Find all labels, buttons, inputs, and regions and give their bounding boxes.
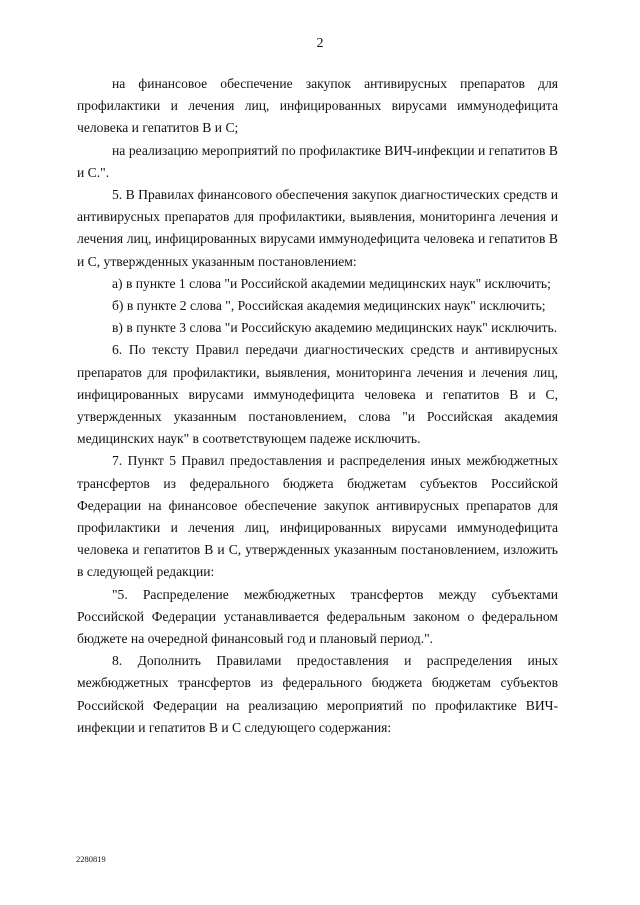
paragraph-item-6: 6. По тексту Правил передачи диагностических средств и антивирусных препаратов для профилактики, выявления, мониторинга лечения и лечения лиц, инфицированных вирусами иммунодефицита человека и гепатитов В и С, утвержденных указанным постановлением, слова "и Российская академия медицинских наук" в соответствующем падеже исключить. [77, 342, 558, 447]
paragraph-quoted-point-5: "5. Распределение межбюджетных трансфертов между субъектами Российской Федерации устанавливается федеральным законом о федеральном бюджете на очередной финансовый год и плановый период.". [77, 586, 558, 647]
document-body [77, 73, 558, 739]
paragraph-subitem-c: в) в пункте 3 слова "и Российскую академию медицинских наук" исключить. [112, 320, 558, 336]
paragraph-prevention-measures: на реализацию мероприятий по профилактике ВИЧ-инфекции и гепатитов В и С.". [77, 142, 558, 180]
paragraph-subitem-b: б) в пункте 2 слова ", Российская академия медицинских наук" исключить; [112, 298, 546, 314]
paragraph-item-5: 5. В Правилах финансового обеспечения закупок диагностических средств и антивирусных препаратов для профилактики, выявления, мониторинга лечения и лечения лиц, инфицированных вирусами иммунодефицита человека и гепатитов В и С, утвержденных указанным постановлением: [77, 187, 558, 269]
paragraph-item-7: 7. Пункт 5 Правил предоставления и распределения иных межбюджетных трансфертов из федерального бюджета бюджетам субъектов Российской Федерации на финансовое обеспечение закупок антивирусных препаратов для профилактики и лечения лиц, инфицированных вирусами иммунодефицита человека и гепатитов В и С, утвержденных указанным постановлением, изложить в следующей редакции: [77, 453, 558, 580]
paragraph-subitem-a: а) в пункте 1 слова "и Российской академии медицинских наук" исключить; [112, 275, 551, 291]
paragraph-item-8: 8. Дополнить Правилами предоставления и распределения иных межбюджетных трансфертов из федерального бюджета бюджетам субъектов Российской Федерации на реализацию мероприятий по профилактике ВИЧ-инфекции и гепатитов В и С следующего содержания: [77, 653, 558, 735]
page-number: 2 [316, 36, 324, 51]
paragraph-financing-purchases: на финансовое обеспечение закупок антивирусных препаратов для профилактики и лечения лиц, инфицированных вирусами иммунодефицита человека и гепатитов В и С; [77, 76, 558, 136]
document-code: 2280819 [76, 854, 106, 864]
